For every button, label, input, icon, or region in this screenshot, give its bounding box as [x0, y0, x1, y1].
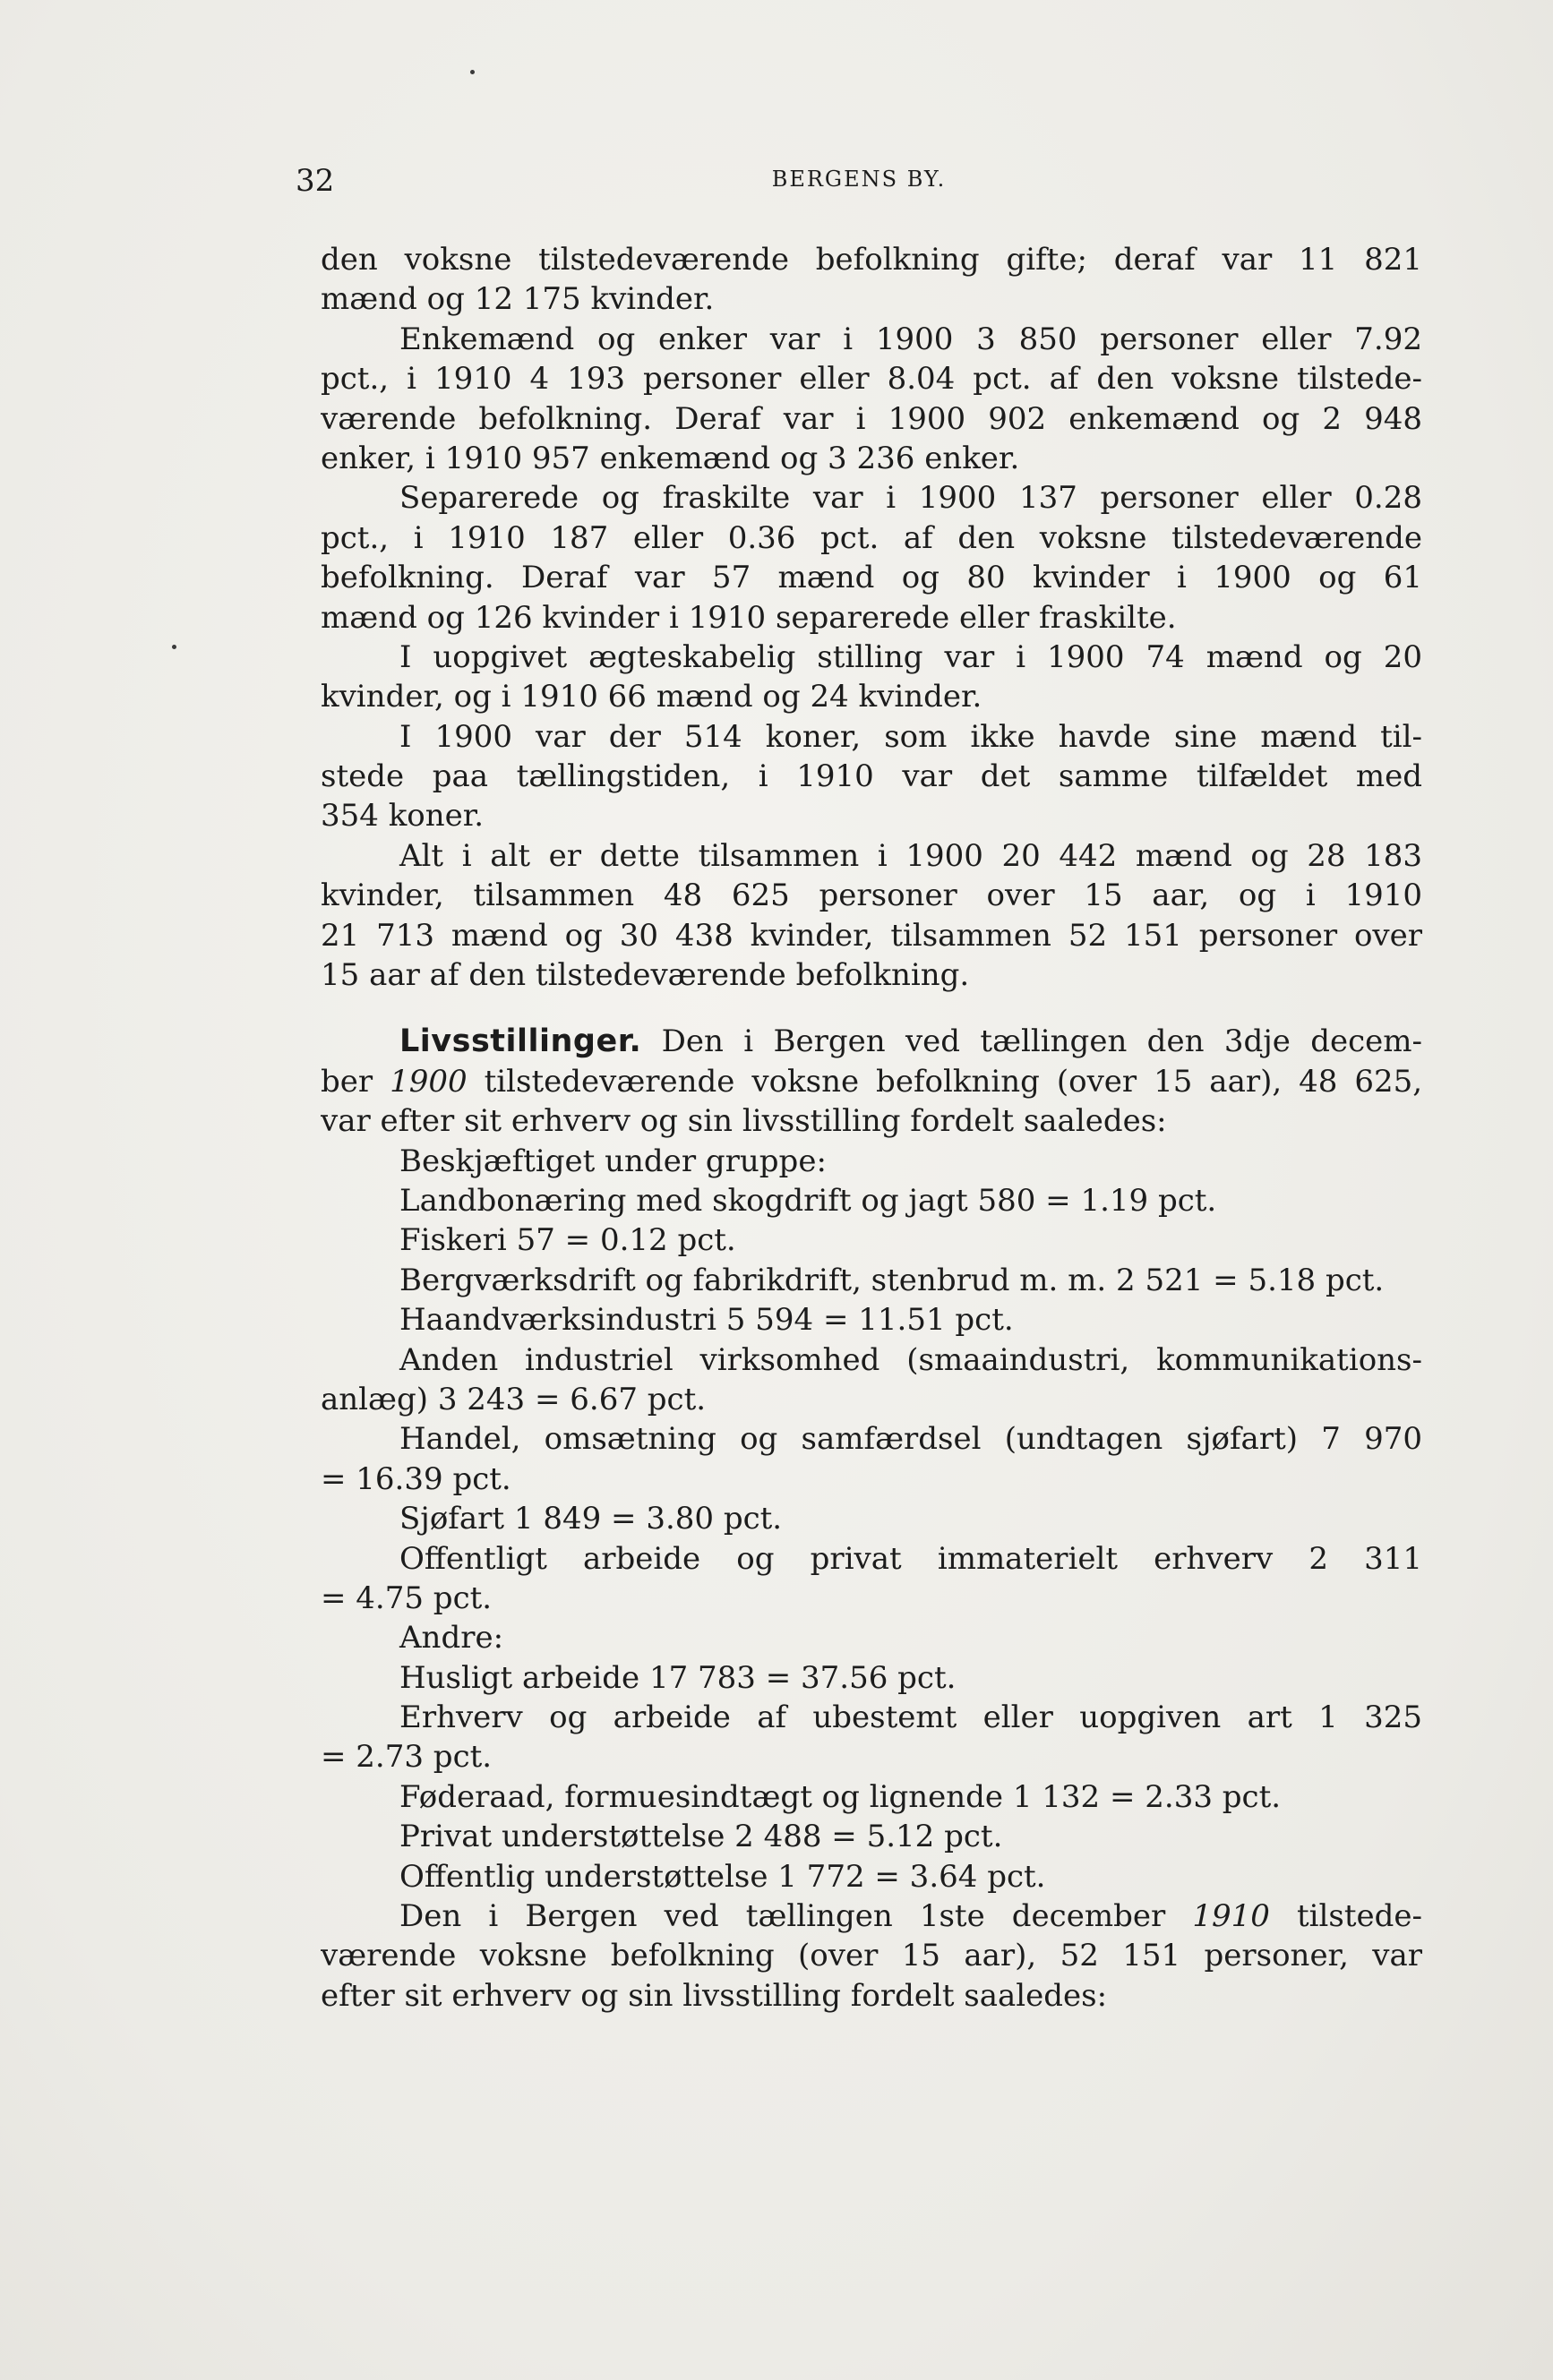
text-line: var efter sit erhverv og sin livsstilling fordelt saaledes:: [321, 1103, 1167, 1140]
list-item: Erhverv og arbeide af ubestemt eller uopgiven art 1 325: [399, 1699, 1422, 1736]
text-line: kvinder, og i 1910 66 mænd og 24 kvinder.: [321, 679, 982, 715]
text-line: pct., i 1910 187 eller 0.36 pct. af den voksne tilstedeværende: [321, 519, 1422, 556]
running-title: BERGENS BY.: [771, 167, 947, 192]
text-line: befolkning. Deraf var 57 mænd og 80 kvinder i 1900 og 61: [321, 560, 1422, 596]
page-number: 32: [296, 163, 335, 199]
section-intro-line: [321, 1022, 1422, 1061]
text-line: enker, i 1910 957 enkemænd og 3 236 enker.: [321, 440, 1020, 476]
text-line: Alt i alt er dette tilsammen i 1900 20 442 mænd og 28 183: [399, 837, 1422, 874]
text-fragment: Den i Bergen ved tællingen 1ste december: [399, 1898, 1166, 1935]
text-fragment: tilstedeværende voksne befolkning (over 15 aar), 48 625,: [484, 1063, 1422, 1100]
text-line: værende voksne befolkning (over 15 aar), 52 151 personer, var: [321, 1938, 1422, 1974]
text-line: Separerede og fraskilte var i 1900 137 personer eller 0.28: [399, 480, 1422, 517]
text-line: mænd og 126 kvinder i 1910 separerede eller fraskilte.: [321, 599, 1177, 636]
text-fragment: tilstede-: [1296, 1898, 1422, 1935]
list-item: Offentligt arbeide og privat immaterielt erhverv 2 311: [399, 1540, 1422, 1577]
list-item: = 4.75 pct.: [321, 1580, 493, 1616]
text-line: I 1900 var der 514 koner, som ikke havde sine mænd til-: [399, 718, 1422, 755]
list-item: = 16.39 pct.: [321, 1460, 511, 1497]
list-item: Handel, omsætning og samfærdsel (undtagen sjøfart) 7 970: [399, 1421, 1422, 1458]
list-item: Sjøfart 1 849 = 3.80 pct.: [399, 1501, 783, 1537]
text-line: Enkemænd og enker var i 1900 3 850 personer eller 7.92: [399, 321, 1422, 357]
scan-speck: [470, 70, 475, 74]
list-item: Bergværksdrift og fabrikdrift, stenbrud m. m. 2 521 = 5.18 pct.: [399, 1262, 1385, 1298]
text-line: [321, 1896, 1422, 1936]
list-item: Husligt arbeide 17 783 = 37.56 pct.: [399, 1659, 957, 1696]
text-line: [321, 1062, 1422, 1101]
scan-speck: [172, 645, 176, 649]
list-item: Fiskeri 57 = 0.12 pct.: [399, 1222, 736, 1259]
section-intro-text: Den i Bergen ved tællingen den 3dje decem-: [661, 1023, 1422, 1060]
text-line: efter sit erhverv og sin livsstilling fordelt saaledes:: [321, 1977, 1108, 2014]
text-line: 354 koner.: [321, 798, 485, 835]
list-item: Beskjæftiget under gruppe:: [399, 1143, 827, 1179]
text-line: den voksne tilstedeværende befolkning gifte; deraf var 11 821: [321, 242, 1422, 278]
text-line: kvinder, tilsammen 48 625 personer over 15 aar, og i 1910: [321, 878, 1422, 914]
list-item: Offentlig understøttelse 1 772 = 3.64 pct.: [399, 1858, 1046, 1895]
list-item: Føderaad, formuesindtægt og lignende 1 132 = 2.33 pct.: [399, 1778, 1282, 1815]
text-line: pct., i 1910 4 193 personer eller 8.04 pct. af den voksne tilstede-: [321, 361, 1422, 398]
text-line: I uopgivet ægteskabelig stilling var i 1900 74 mænd og 20: [399, 638, 1422, 675]
list-item: Landbonæring med skogdrift og jagt 580 = 1.19 pct.: [399, 1182, 1217, 1219]
list-item: anlæg) 3 243 = 6.67 pct.: [321, 1381, 707, 1417]
section-title: Livsstillinger.: [399, 1023, 642, 1060]
text-line: 21 713 mænd og 30 438 kvinder, tilsammen 52 151 personer over: [321, 917, 1422, 954]
year-italic: 1910: [1192, 1898, 1270, 1935]
text-line: mænd og 12 175 kvinder.: [321, 281, 715, 318]
list-item: Haandværksindustri 5 594 = 11.51 pct.: [399, 1302, 1014, 1339]
text-fragment: ber: [321, 1063, 373, 1100]
list-item: Privat understøttelse 2 488 = 5.12 pct.: [399, 1819, 1003, 1855]
list-item: Andre:: [399, 1620, 504, 1657]
year-italic: 1900: [390, 1063, 468, 1100]
body-text: [321, 240, 1422, 2016]
list-item: = 2.73 pct.: [321, 1739, 493, 1776]
text-line: 15 aar af den tilstedeværende befolkning.: [321, 957, 970, 994]
text-line: stede paa tællingstiden, i 1910 var det samme tilfældet med: [321, 758, 1422, 795]
list-item: Anden industriel virksomhed (smaaindustri, kommunikations-: [399, 1341, 1422, 1378]
page-header: [296, 163, 1422, 199]
text-line: værende befolkning. Deraf var i 1900 902 enkemænd og 2 948: [321, 400, 1422, 437]
